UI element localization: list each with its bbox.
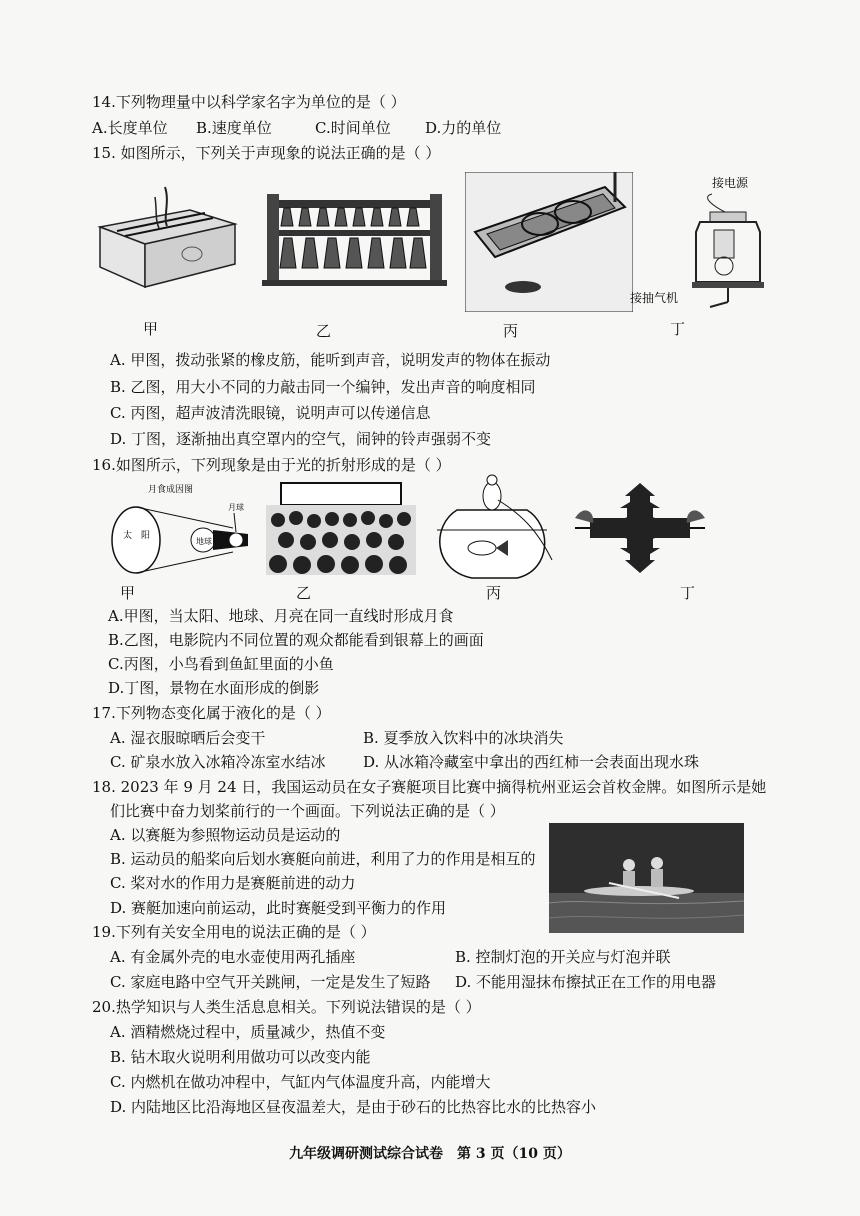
q18-stem-line2: 们比赛中奋力划桨前行的一个画面。下列说法正确的是（ ） — [110, 802, 505, 820]
moon-label: 月球 — [228, 503, 244, 512]
ultrasonic-cleaner-figure — [465, 172, 633, 312]
pagoda-reflection-figure — [575, 478, 705, 578]
q19-option-d: D. 不能用湿抹布擦拭正在工作的用电器 — [455, 973, 717, 991]
q15-option-a: A. 甲图，拨动张紧的橡皮筋，能听到声音，说明发声的物体在振动 — [110, 351, 551, 369]
q16-caption-ding: 丁 — [680, 584, 696, 602]
q14-stem: 14.下列物理量中以科学家名字为单位的是（ ） — [92, 93, 406, 111]
eclipse-title: 月食成因图 — [148, 485, 194, 495]
q20-option-b: B. 钻木取火说明利用做功可以改变内能 — [110, 1048, 371, 1066]
q15-option-b: B. 乙图，用大小不同的力敲击同一个编钟，发出声音的响度相同 — [110, 378, 536, 396]
q19-option-c: C. 家庭电路中空气开关跳闸，一定是发生了短路 — [110, 973, 431, 991]
power-label: 接电源 — [712, 176, 749, 190]
q16-stem: 16.如图所示，下列现象是由于光的折射形成的是（ ） — [92, 456, 451, 474]
page-footer: 九年级调研测试综合试卷 第 3 页（10 页） — [289, 1146, 571, 1162]
sun-label: 太 阳 — [123, 531, 151, 541]
q20-option-d: D. 内陆地区比沿海地区昼夜温差大，是由于砂石的比热容比水的比热容小 — [110, 1098, 597, 1116]
q20-option-c: C. 内燃机在做功冲程中，气缸内气体温度升高，内能增大 — [110, 1073, 491, 1091]
q16-caption-yi: 乙 — [296, 584, 312, 602]
rubber-band-box-figure — [95, 182, 240, 292]
q15-caption-yi: 乙 — [316, 322, 332, 340]
q15-option-d: D. 丁图，逐渐抽出真空罩内的空气，闹钟的铃声强弱不变 — [110, 430, 492, 448]
q15-stem: 15. 如图所示，下列关于声现象的说法正确的是（ ） — [92, 144, 441, 162]
q20-stem: 20.热学知识与人类生活息息相关。下列说法错误的是（ ） — [92, 998, 481, 1016]
q19-stem: 19.下列有关安全用电的说法正确的是（ ） — [92, 923, 376, 941]
q14-option-b: B.速度单位 — [196, 119, 272, 137]
q14-option-d: D.力的单位 — [425, 119, 502, 137]
q15-caption-bing: 丙 — [503, 322, 519, 340]
q17-option-a: A. 湿衣服晾晒后会变干 — [110, 729, 266, 747]
q17-option-b: B. 夏季放入饮料中的冰块消失 — [363, 729, 564, 747]
q17-option-d: D. 从冰箱冷藏室中拿出的西红柿一会表面出现水珠 — [363, 753, 700, 771]
q14-option-c: C.时间单位 — [315, 119, 391, 137]
q17-option-c: C. 矿泉水放入冰箱冷冻室水结冰 — [110, 753, 326, 771]
fishbowl-bird-figure — [432, 470, 557, 585]
q18-option-a: A. 以赛艇为参照物运动员是运动的 — [110, 826, 341, 844]
q19-option-b: B. 控制灯泡的开关应与灯泡并联 — [455, 948, 671, 966]
pump-label: 接抽气机 — [630, 291, 679, 305]
q16-option-b: B.乙图，电影院内不同位置的观众都能看到银幕上的画面 — [108, 631, 484, 649]
q18-option-b: B. 运动员的船桨向后划水赛艇向前进，利用了力的作用是相互的 — [110, 850, 536, 868]
cinema-audience-figure — [266, 480, 416, 575]
chime-bells-figure — [262, 192, 447, 287]
earth-label: 地球 — [196, 537, 212, 546]
q15-caption-jia: 甲 — [143, 320, 159, 338]
q18-stem-line1: 18. 2023 年 9 月 24 日，我国运动员在女子赛艇项目比赛中摘得杭州亚运会首枚金牌。如图所示是她 — [92, 778, 767, 796]
rowing-photo — [549, 823, 744, 933]
q16-option-c: C.丙图，小鸟看到鱼缸里面的小鱼 — [108, 655, 334, 673]
lunar-eclipse-figure — [108, 480, 258, 580]
q15-caption-ding: 丁 — [670, 320, 686, 338]
q16-caption-jia: 甲 — [120, 584, 136, 602]
q20-option-a: A. 酒精燃烧过程中，质量减少，热值不变 — [110, 1023, 386, 1041]
q14-option-a: A.长度单位 — [92, 119, 168, 137]
q17-stem: 17.下列物态变化属于液化的是（ ） — [92, 704, 331, 722]
q18-option-c: C. 桨对水的作用力是赛艇前进的动力 — [110, 874, 356, 892]
q16-option-a: A.甲图，当太阳、地球、月亮在同一直线时形成月食 — [108, 607, 454, 625]
q15-option-c: C. 丙图，超声波清洗眼镜，说明声可以传递信息 — [110, 404, 431, 422]
q19-option-a: A. 有金属外壳的电水壶使用两孔插座 — [110, 948, 356, 966]
q16-caption-bing: 丙 — [486, 584, 502, 602]
q18-option-d: D. 赛艇加速向前运动，此时赛艇受到平衡力的作用 — [110, 899, 447, 917]
bell-jar-figure — [630, 172, 770, 312]
q16-option-d: D.丁图，景物在水面形成的倒影 — [108, 679, 320, 697]
